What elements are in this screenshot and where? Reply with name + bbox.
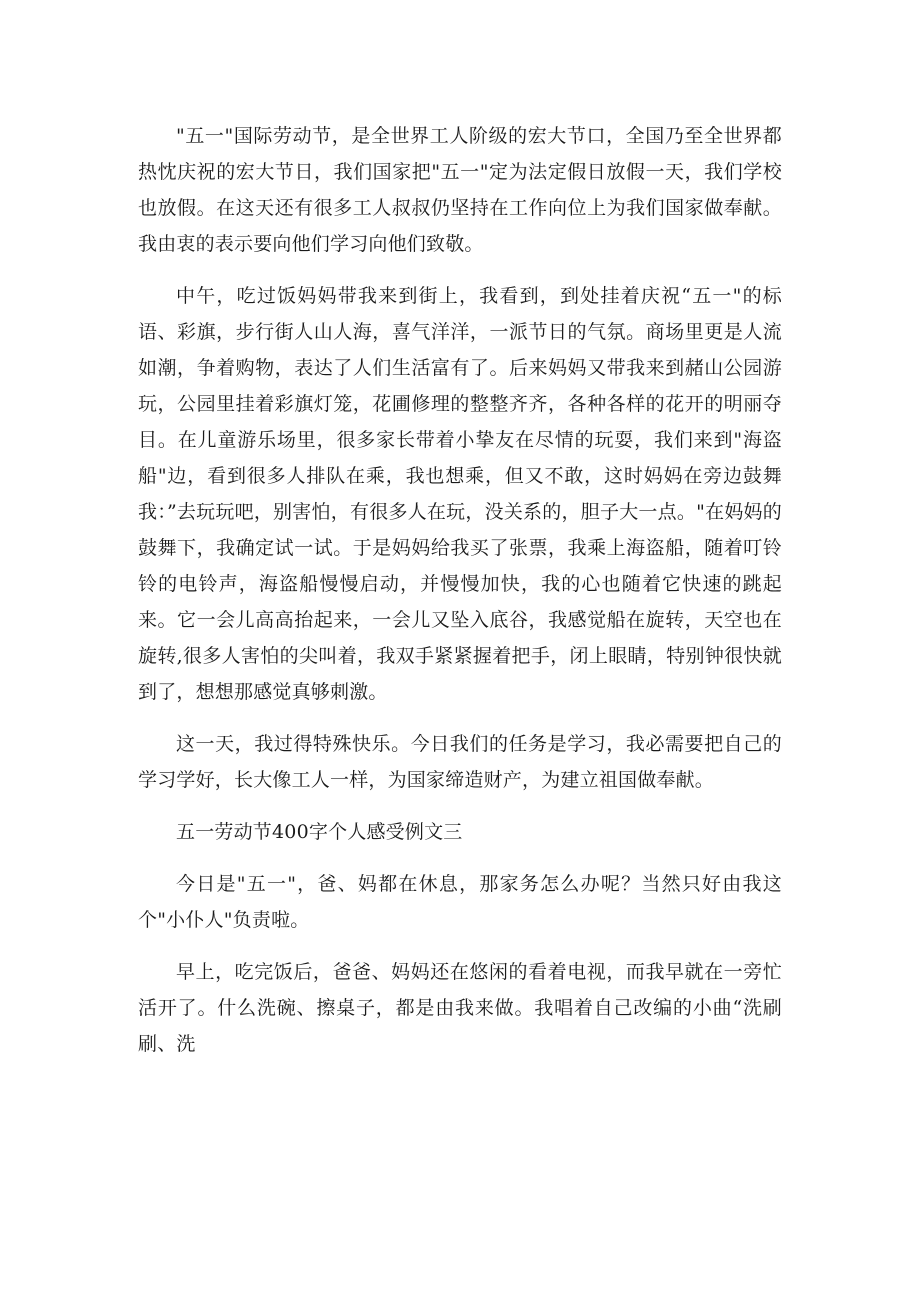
paragraph-conclusion: 这一天，我过得特殊快乐。今日我们的任务是学习，我必需要把自己的学习学好，长大像工人一样，为国家缔造财产，为建立祖国做奉献。 [138, 733, 782, 791]
paragraph-intro: "五一"国际劳动节，是全世界工人阶级的宏大节口，全国乃至全世界都热忱庆祝的宏大节日，我们国家把"五一"定为法定假日放假一天，我们学校也放假。在这天还有很多工人叔叔仍坚持在工作向位上为我们国家做奉献。我由衷的表示要向他们学习向他们致敬。 [138, 125, 782, 255]
paragraph-morning-chores: 早上，吃完饭后，爸爸、妈妈还在悠闲的看着电视，而我早就在一旁忙活开了。什么洗碗、擦桌子，都是由我来做。我唱着自己改编的小曲“洗刷刷、洗 [138, 961, 782, 1055]
document-body [138, 118, 782, 1078]
paragraph-noon-outing: 中午，吃过饭妈妈带我来到街上，我看到，到处挂着庆祝“五一"的标语、彩旗，步行街人山人海，喜气洋洋，一派节日的气氛。商场里更是人流如潮，争着购物，表达了人们生活富有了。后来妈妈又带我来到赭山公园游玩，公园里挂着彩旗灯笼，花圃修理的整整齐齐，各种各样的花开的明丽夺目。在儿童游乐场里，很多家长带着小挚友在尽情的玩耍，我们来到"海盗船"边，看到很多人排队在乘，我也想乘，但又不敢，这时妈妈在旁边鼓舞我：”去玩玩吧，别害怕，有很多人在玩，没关系的，胆子大一点。"在妈妈的鼓舞下，我确定试一试。于是妈妈给我买了张票，我乘上海盗船，随着叮铃铃的电铃声，海盗船慢慢启动，并慢慢加快，我的心也随着它快速的跳起来。它一会儿高高抬起来，一会儿又坠入底谷，我感觉船在旋转，天空也在旋转,很多人害怕的尖叫着，我双手紧紧握着把手，闭上眼睛，特别钟很快就到了，想想那感觉真够刺激。 [138, 285, 782, 703]
paragraph-housework-intro: 今日是"五一"，爸、妈都在休息，那家务怎么办呢？当然只好由我这个"小仆人"负责啦。 [138, 873, 782, 931]
section-heading: 五一劳动节400字个人感受例文三 [176, 821, 463, 843]
